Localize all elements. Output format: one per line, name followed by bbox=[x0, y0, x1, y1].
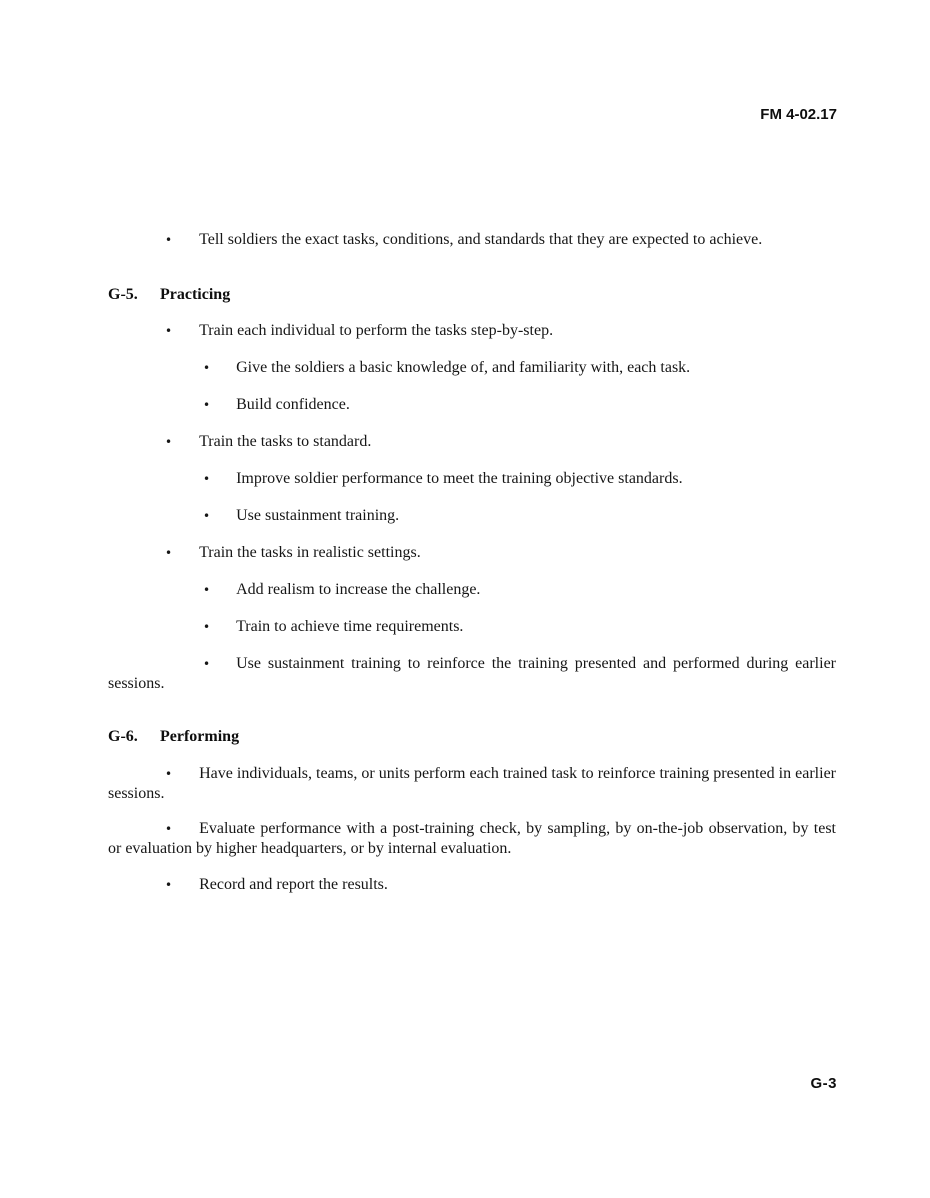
list-item-text: Train the tasks in realistic settings. bbox=[199, 544, 421, 561]
footer-page-number: G-3 bbox=[810, 1075, 837, 1092]
list-item bbox=[108, 358, 836, 378]
list-item-text: Use sustainment training to reinforce the training presented and performed during earlier sessions. bbox=[108, 655, 836, 692]
bullet-icon: • bbox=[203, 509, 211, 523]
bullet-icon: • bbox=[165, 878, 173, 892]
bullet-icon: • bbox=[203, 361, 211, 375]
list-item-text: Improve soldier performance to meet the training objective standards. bbox=[236, 470, 683, 487]
list-item-text: Tell soldiers the exact tasks, conditions, and standards that they are expected to achieve. bbox=[199, 231, 763, 248]
list-item bbox=[108, 819, 836, 858]
document-body bbox=[0, 230, 930, 895]
list-item bbox=[108, 617, 836, 637]
list-item-text: Train each individual to perform the tasks step-by-step. bbox=[199, 322, 554, 339]
section-heading-g5 bbox=[108, 285, 836, 304]
list-item-text: Train the tasks to standard. bbox=[199, 433, 372, 450]
page-header bbox=[0, 0, 930, 124]
section-number: G-5. bbox=[108, 286, 138, 303]
list-item-text: Give the soldiers a basic knowledge of, and familiarity with, each task. bbox=[236, 359, 691, 376]
bullet-icon: • bbox=[165, 324, 173, 338]
bullet-icon: • bbox=[203, 472, 211, 486]
section-number: G-6. bbox=[108, 728, 138, 745]
list-item bbox=[108, 321, 836, 341]
list-item bbox=[108, 395, 836, 415]
bullet-icon: • bbox=[203, 398, 211, 412]
bullet-icon: • bbox=[165, 767, 173, 781]
bullet-icon: • bbox=[203, 620, 211, 634]
list-item bbox=[108, 506, 836, 526]
section-heading-g6 bbox=[108, 727, 836, 746]
list-item-text: Evaluate performance with a post-training check, by sampling, by on-the-job observation, by test or evaluation by higher headquarters, or by internal evaluation. bbox=[108, 820, 836, 857]
list-item-text: Record and report the results. bbox=[199, 876, 388, 893]
list-item-text: Train to achieve time requirements. bbox=[236, 618, 464, 635]
bullet-icon: • bbox=[165, 435, 173, 449]
bullet-icon: • bbox=[165, 822, 173, 836]
list-item bbox=[108, 469, 836, 489]
section-title: Practicing bbox=[160, 286, 231, 303]
page-footer bbox=[810, 1074, 837, 1198]
header-doc-number: FM 4-02.17 bbox=[760, 106, 837, 123]
bullet-icon: • bbox=[203, 583, 211, 597]
list-item bbox=[108, 230, 836, 250]
bullet-icon: • bbox=[203, 657, 211, 671]
bullet-icon: • bbox=[165, 546, 173, 560]
bullet-icon: • bbox=[165, 233, 173, 247]
list-item bbox=[108, 432, 836, 452]
list-item bbox=[108, 543, 836, 563]
list-item bbox=[108, 875, 836, 895]
list-item bbox=[108, 764, 836, 803]
section-title: Performing bbox=[160, 728, 240, 745]
list-item-text: Build confidence. bbox=[236, 396, 350, 413]
list-item-text: Use sustainment training. bbox=[236, 507, 400, 524]
list-item-text: Add realism to increase the challenge. bbox=[236, 581, 481, 598]
list-item bbox=[108, 654, 836, 693]
list-item-text: Have individuals, teams, or units perform each trained task to reinforce training presented in earlier sessions. bbox=[108, 765, 836, 802]
list-item bbox=[108, 580, 836, 600]
